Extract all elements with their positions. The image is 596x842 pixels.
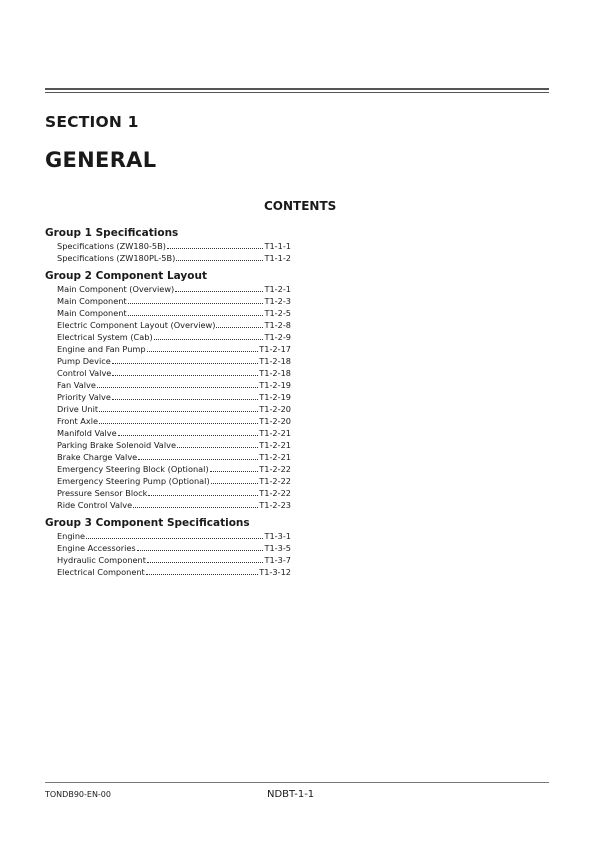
toc-entry-page: T1-2-21 bbox=[259, 428, 291, 438]
toc-entry-title: Engine and Fan Pump bbox=[57, 344, 146, 354]
toc-entry-title: Emergency Steering Block (Optional) bbox=[57, 464, 209, 474]
toc-leader-dots bbox=[146, 574, 258, 575]
toc-entry-page: T1-3-5 bbox=[264, 543, 291, 553]
toc-leader-dots bbox=[86, 538, 263, 539]
toc-entry[interactable] bbox=[45, 295, 291, 307]
toc-entry[interactable] bbox=[45, 331, 291, 343]
toc-entry[interactable] bbox=[45, 487, 291, 499]
toc-entry[interactable] bbox=[45, 530, 291, 542]
toc-entry-page: T1-1-2 bbox=[264, 253, 291, 263]
toc-entry-page: T1-2-21 bbox=[259, 440, 291, 450]
footer-rule bbox=[45, 782, 549, 783]
header-rule bbox=[45, 88, 549, 93]
table-of-contents bbox=[45, 226, 291, 578]
toc-entry-page: T1-2-17 bbox=[259, 344, 291, 354]
toc-entry[interactable] bbox=[45, 439, 291, 451]
toc-entry-title: Priority Valve bbox=[57, 392, 111, 402]
toc-leader-dots bbox=[112, 363, 258, 364]
toc-entry[interactable] bbox=[45, 499, 291, 511]
toc-leader-dots bbox=[148, 495, 258, 496]
toc-leader-dots bbox=[133, 507, 258, 508]
toc-entry-page: T1-2-21 bbox=[259, 452, 291, 462]
toc-entry[interactable] bbox=[45, 542, 291, 554]
toc-entry[interactable] bbox=[45, 554, 291, 566]
toc-leader-dots bbox=[210, 471, 259, 472]
toc-leader-dots bbox=[147, 351, 259, 352]
toc-entry-title: Electrical System (Cab) bbox=[57, 332, 153, 342]
toc-entry-page: T1-3-1 bbox=[264, 531, 291, 541]
toc-entry-page: T1-2-5 bbox=[264, 308, 291, 318]
toc-entry[interactable] bbox=[45, 367, 291, 379]
toc-leader-dots bbox=[154, 339, 264, 340]
toc-entry-page: T1-2-18 bbox=[259, 368, 291, 378]
toc-entry-page: T1-2-18 bbox=[259, 356, 291, 366]
toc-entry-title: Specifications (ZW180PL-5B) bbox=[57, 253, 176, 263]
toc-entry-title: Fan Valve bbox=[57, 380, 96, 390]
toc-entry-page: T1-2-20 bbox=[259, 404, 291, 414]
toc-entry-title: Brake Charge Valve bbox=[57, 452, 138, 462]
toc-leader-dots bbox=[176, 260, 263, 261]
toc-entry-title: Engine bbox=[57, 531, 86, 541]
toc-group bbox=[45, 517, 291, 578]
toc-entry-page: T1-3-12 bbox=[259, 567, 291, 577]
toc-leader-dots bbox=[97, 387, 258, 388]
toc-entry-title: Parking Brake Solenoid Valve bbox=[57, 440, 176, 450]
toc-entry-page: T1-2-20 bbox=[259, 416, 291, 426]
toc-entry-page: T1-2-23 bbox=[259, 500, 291, 510]
toc-entry-page: T1-3-7 bbox=[264, 555, 291, 565]
toc-entry-title: Specifications (ZW180-5B) bbox=[57, 241, 166, 251]
toc-entry[interactable] bbox=[45, 283, 291, 295]
toc-leader-dots bbox=[118, 435, 259, 436]
toc-leader-dots bbox=[99, 423, 258, 424]
footer-page-number: NDBT-1-1 bbox=[267, 789, 315, 800]
toc-entry-page: T1-2-19 bbox=[259, 380, 291, 390]
toc-leader-dots bbox=[177, 447, 258, 448]
toc-entry-title: Front Axle bbox=[57, 416, 99, 426]
toc-leader-dots bbox=[216, 327, 263, 328]
toc-leader-dots bbox=[128, 315, 264, 316]
toc-entry[interactable] bbox=[45, 319, 291, 331]
toc-group bbox=[45, 270, 291, 511]
toc-leader-dots bbox=[138, 459, 258, 460]
toc-leader-dots bbox=[147, 562, 263, 563]
toc-entry[interactable] bbox=[45, 307, 291, 319]
section-label: SECTION 1 bbox=[45, 113, 139, 131]
toc-entry-title: Pump Device bbox=[57, 356, 111, 366]
toc-entry[interactable] bbox=[45, 379, 291, 391]
toc-entry[interactable] bbox=[45, 463, 291, 475]
toc-leader-dots bbox=[167, 248, 264, 249]
toc-entry-page: T1-2-3 bbox=[264, 296, 291, 306]
toc-entry-title: Engine Accessories bbox=[57, 543, 136, 553]
toc-entry[interactable] bbox=[45, 566, 291, 578]
toc-group bbox=[45, 227, 291, 264]
section-title: GENERAL bbox=[45, 148, 157, 172]
toc-leader-dots bbox=[128, 303, 264, 304]
toc-entry-title: Manifold Valve bbox=[57, 428, 117, 438]
toc-entry-page: T1-2-22 bbox=[259, 464, 291, 474]
toc-entry-title: Ride Control Valve bbox=[57, 500, 133, 510]
toc-entry-page: T1-2-22 bbox=[259, 476, 291, 486]
toc-entry[interactable] bbox=[45, 427, 291, 439]
toc-leader-dots bbox=[211, 483, 259, 484]
toc-leader-dots bbox=[112, 399, 258, 400]
toc-entry[interactable] bbox=[45, 355, 291, 367]
toc-entry-page: T1-2-22 bbox=[259, 488, 291, 498]
toc-entry[interactable] bbox=[45, 240, 291, 252]
toc-entry[interactable] bbox=[45, 415, 291, 427]
toc-entry-title: Electrical Component bbox=[57, 567, 145, 577]
toc-entry-title: Control Valve bbox=[57, 368, 112, 378]
toc-entry-page: T1-2-8 bbox=[264, 320, 291, 330]
toc-entry-page: T1-2-9 bbox=[264, 332, 291, 342]
toc-entry-title: Drive Unit bbox=[57, 404, 99, 414]
toc-leader-dots bbox=[137, 550, 264, 551]
toc-entry-title: Hydraulic Component bbox=[57, 555, 146, 565]
toc-leader-dots bbox=[99, 411, 258, 412]
toc-entry[interactable] bbox=[45, 252, 291, 264]
footer-doc-code: TONDB90-EN-00 bbox=[45, 790, 111, 799]
toc-entry-page: T1-1-1 bbox=[264, 241, 291, 251]
contents-heading: CONTENTS bbox=[264, 199, 337, 213]
toc-group-title: Group 1 Specifications bbox=[45, 227, 179, 239]
toc-entry[interactable] bbox=[45, 475, 291, 487]
toc-entry-page: T1-2-19 bbox=[259, 392, 291, 402]
toc-entry-title: Main Component bbox=[57, 308, 127, 318]
toc-entry[interactable] bbox=[45, 403, 291, 415]
toc-group-title: Group 3 Component Specifications bbox=[45, 517, 250, 529]
toc-entry-page: T1-2-1 bbox=[264, 284, 291, 294]
toc-entry-title: Main Component (Overview) bbox=[57, 284, 175, 294]
toc-entry-title: Pressure Sensor Block bbox=[57, 488, 148, 498]
toc-group-title: Group 2 Component Layout bbox=[45, 270, 207, 282]
toc-entry[interactable] bbox=[45, 391, 291, 403]
toc-entry-title: Electric Component Layout (Overview) bbox=[57, 320, 216, 330]
toc-entry[interactable] bbox=[45, 451, 291, 463]
toc-entry-title: Emergency Steering Pump (Optional) bbox=[57, 476, 210, 486]
toc-entry-title: Main Component bbox=[57, 296, 127, 306]
toc-entry[interactable] bbox=[45, 343, 291, 355]
toc-leader-dots bbox=[112, 375, 258, 376]
toc-leader-dots bbox=[175, 291, 263, 292]
